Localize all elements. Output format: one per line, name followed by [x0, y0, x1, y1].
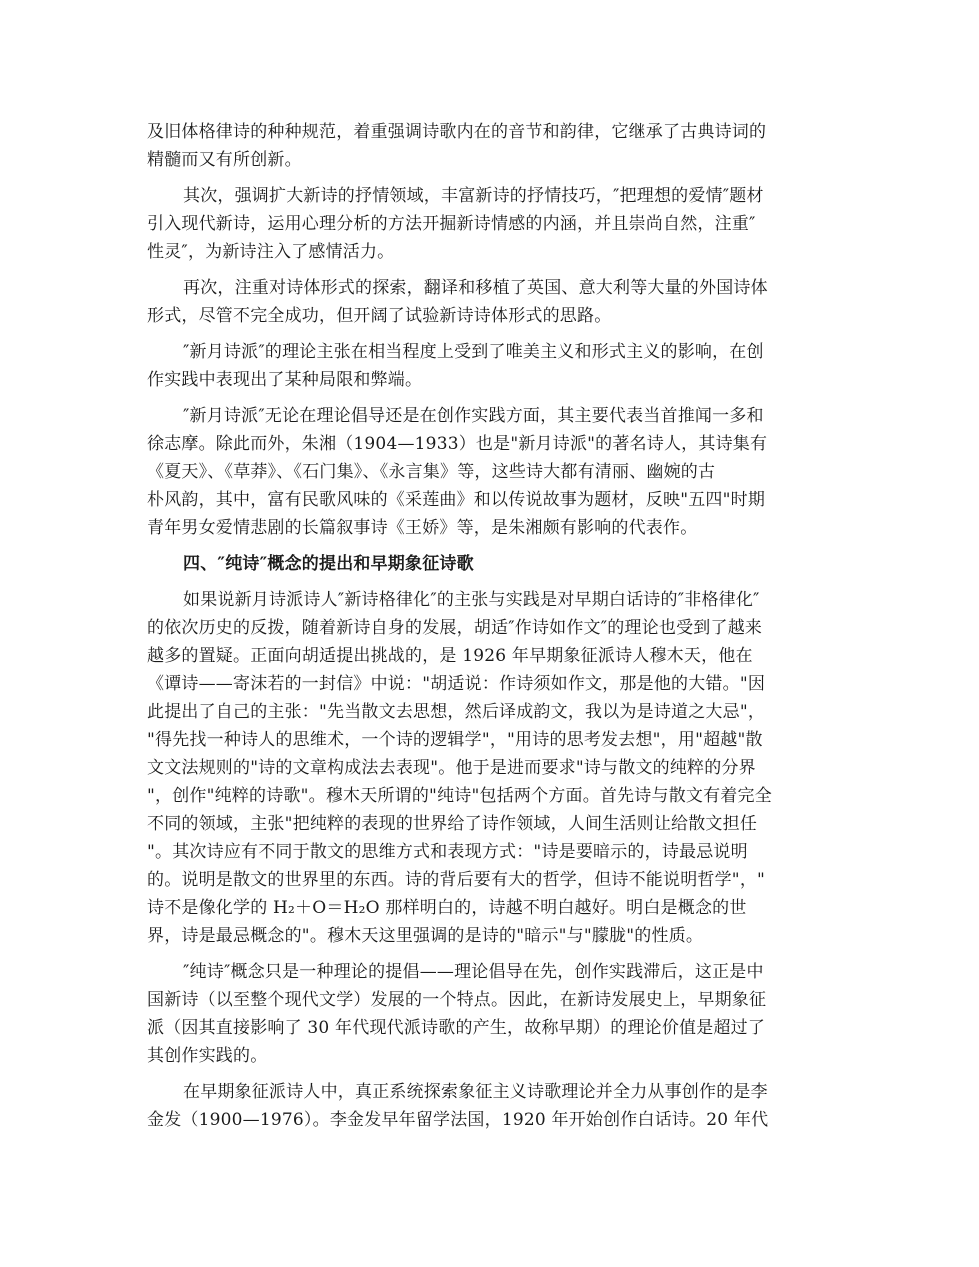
text-line: 《夏天》、《草莽》、《石门集》、《永言集》等，这些诗大都有清丽、幽婉的古	[147, 462, 716, 482]
text-line: 派（因其直接影响了 30 年代现代派诗歌的产生，故称早期）的理论价值是超过了	[147, 1018, 766, 1038]
text-line: 青年男女爱情悲剧的长篇叙事诗《王娇》等，是朱湘颇有影响的代表作。	[147, 518, 698, 538]
text-line: 其创作实践的。	[147, 1046, 268, 1066]
text-line: 如果说新月诗派诗人″新诗格律化″的主张与实践是对早期白话诗的″非格律化″	[183, 590, 760, 610]
text-line: 作实践中表现出了某种局限和弊端。	[147, 370, 423, 390]
text-line: ″纯诗″概念只是一种理论的提倡——理论倡导在先，创作实践滞后，这正是中	[183, 962, 764, 982]
text-line: 精髓而又有所创新。	[147, 150, 302, 170]
text-line: 此提出了自己的主张："先当散文去思想，然后译成韵文，我以为是诗道之大忌"，	[147, 702, 766, 722]
text-line: 再次，注重对诗体形式的探索，翻译和移植了英国、意大利等大量的外国诗体	[183, 278, 768, 298]
text-line: 的。说明是散文的世界里的东西。诗的背后要有大的哲学，但诗不能说明哲学"，"	[147, 870, 766, 890]
text-line: 徐志摩。除此而外，朱湘（1904—1933）也是"新月诗派"的著名诗人，其诗集有	[147, 434, 768, 454]
text-line: 其次，强调扩大新诗的抒情领域，丰富新诗的抒情技巧，″把理想的爱情″题材	[183, 186, 764, 206]
text-line: 文文法规则的"诗的文章构成法去表现"。他于是进而要求"诗与散文的纯粹的分界	[147, 758, 756, 778]
text-line: "得先找一种诗人的思维术，一个诗的逻辑学"，"用诗的思考发去想"，用"超越"散	[147, 730, 763, 750]
text-line: 金发（1900—1976）。李金发早年留学法国，1920 年开始创作白话诗。20 年代	[147, 1110, 769, 1130]
text-line: 及旧体格律诗的种种规范，着重强调诗歌内在的音节和韵律，它继承了古典诗词的	[147, 122, 767, 142]
text-line: 形式，尽管不完全成功，但开阔了试验新诗诗体形式的思路。	[147, 306, 612, 326]
text-line: 越多的置疑。正面向胡适提出挑战的，是 1926 年早期象征派诗人穆木天，他在	[147, 646, 753, 666]
text-line: "，创作"纯粹的诗歌"。穆木天所谓的"纯诗"包括两个方面。首先诗与散文有着完全	[147, 786, 772, 806]
text-line: ″新月诗派″的理论主张在相当程度上受到了唯美主义和形式主义的影响，在创	[183, 342, 764, 362]
text-line: ″新月诗派″无论在理论倡导还是在创作实践方面，其主要代表当首推闻一多和	[183, 406, 764, 426]
text-line: 的依次历史的反拨，随着新诗自身的发展，胡适″作诗如作文″的理论也受到了越来	[147, 618, 763, 638]
text-line: 性灵″，为新诗注入了感情活力。	[147, 242, 395, 262]
section-heading: 四、″纯诗″概念的提出和早期象征诗歌	[183, 554, 474, 574]
text-line: 《谭诗——寄沫若的一封信》中说："胡适说：作诗须如作文，那是他的大错。"因	[147, 674, 766, 694]
text-line: 诗不是像化学的 H₂＋O＝H₂O 那样明白的，诗越不明白越好。明白是概念的世	[147, 898, 747, 918]
text-line: 国新诗（以至整个现代文学）发展的一个特点。因此，在新诗发展史上，早期象征	[147, 990, 767, 1010]
text-line: "。其次诗应有不同于散文的思维方式和表现方式："诗是要暗示的，诗最忌说明	[147, 842, 748, 862]
text-line: 在早期象征派诗人中，真正系统探索象征主义诗歌理论并全力从事创作的是李	[183, 1082, 768, 1102]
text-line: 朴风韵，其中，富有民歌风味的《采莲曲》和以传说故事为题材，反映"五四"时期	[147, 490, 766, 510]
text-line: 不同的领域，主张"把纯粹的表现的世界给了诗作领域，人间生活则让给散文担任	[147, 814, 758, 834]
text-line: 引入现代新诗，运用心理分析的方法开掘新诗情感的内涵，并且崇尚自然，注重″	[147, 214, 756, 234]
text-line: 界，诗是最忌概念的"。穆木天这里强调的是诗的"暗示"与"朦胧"的性质。	[147, 926, 704, 946]
